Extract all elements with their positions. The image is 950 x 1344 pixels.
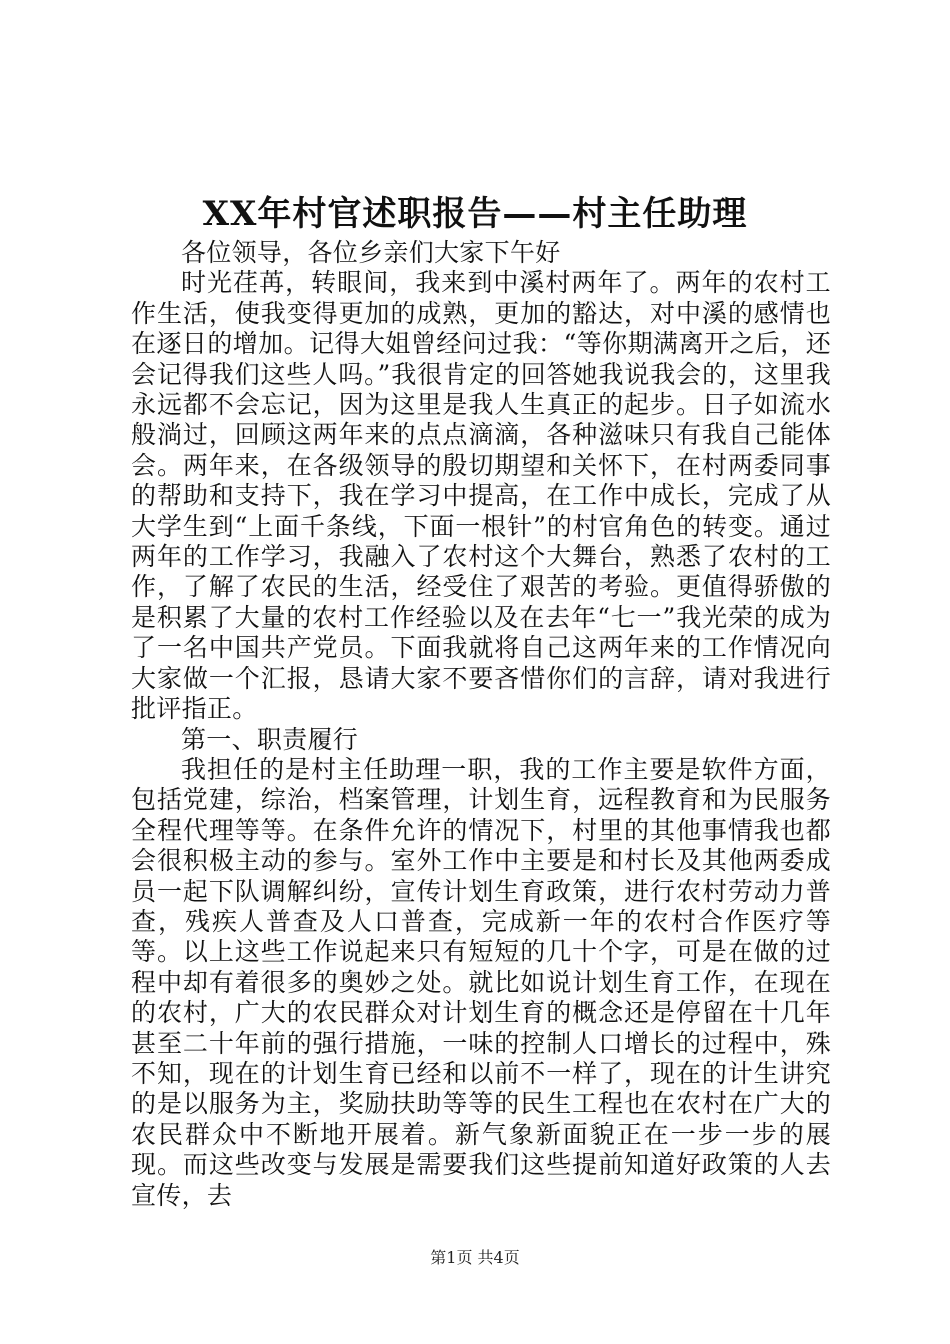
greeting-paragraph: 各位领导，各位乡亲们大家下午好 <box>181 238 561 267</box>
document-title: XX年村官述职报告——村主任助理 <box>202 194 748 234</box>
document-body <box>131 238 831 1211</box>
section-heading-duties: 第一、职责履行 <box>181 724 359 754</box>
page-number-footer: 第1页 共4页 <box>430 1248 520 1267</box>
duties-paragraph: 我担任的是村主任助理一职，我的工作主要是软件方面，包括党建，综治，档案管理，计划生育，远程教育和为民服务全程代理等等。在条件允许的情况下，村里的其他事情我也都会很积极主动的参与。室外工作中主要是和村长及其他两委成员一起下队调解纠纷，宣传计划生育政策，进行农村劳动力普查，残疾人普查及人口普查，完成新一年的农村合作医疗等等。以上这些工作说起来只有短短的几十个字，可是在做的过程中却有着很多的奥妙之处。就比如说计划生育工作，在现在的农村，广大的农民群众对计划生育的概念还是停留在十几年甚至二十年前的强行措施，一味的控制人口增长的过程中，殊不知，现在的计划生育已经和以前不一样了，现在的计生讲究的是以服务为主，奖励扶助等等的民生工程也在农村在广大的农民群众中不断地开展着。新气象新面貌正在一步一步的展现。而这些改变与发展是需要我们这些提前知道好政策的人去宣传，去 <box>131 754 831 1210</box>
intro-paragraph: 时光荏苒，转眼间，我来到中溪村两年了。两年的农村工作生活，使我变得更加的成熟，更加的豁达，对中溪的感情也在逐日的增加。记得大姐曾经问过我：“等你期满离开之后，还会记得我们这些人吗。”我很肯定的回答她我说我会的，这里我永远都不会忘记，因为这里是我人生真正的起步。日子如流水般淌过，回顾这两年来的点点滴滴，各种滋味只有我自己能体会。两年来，在各级领导的殷切期望和关怀下，在村两委同事的帮助和支持下，我在学习中提高，在工作中成长，完成了从大学生到“上面千条线，下面一根针”的村官角色的转变。通过两年的工作学习，我融入了农村这个大舞台，熟悉了农村的工作，了解了农民的生活，经受住了艰苦的考验。更值得骄傲的是积累了大量的农村工作经验以及在去年“七一”我光荣的成为了一名中国共产党员。下面我就将自己这两年来的工作情况向大家做一个汇报，恳请大家不要吝惜你们的言辞，请对我进行批评指正。 <box>131 268 831 724</box>
